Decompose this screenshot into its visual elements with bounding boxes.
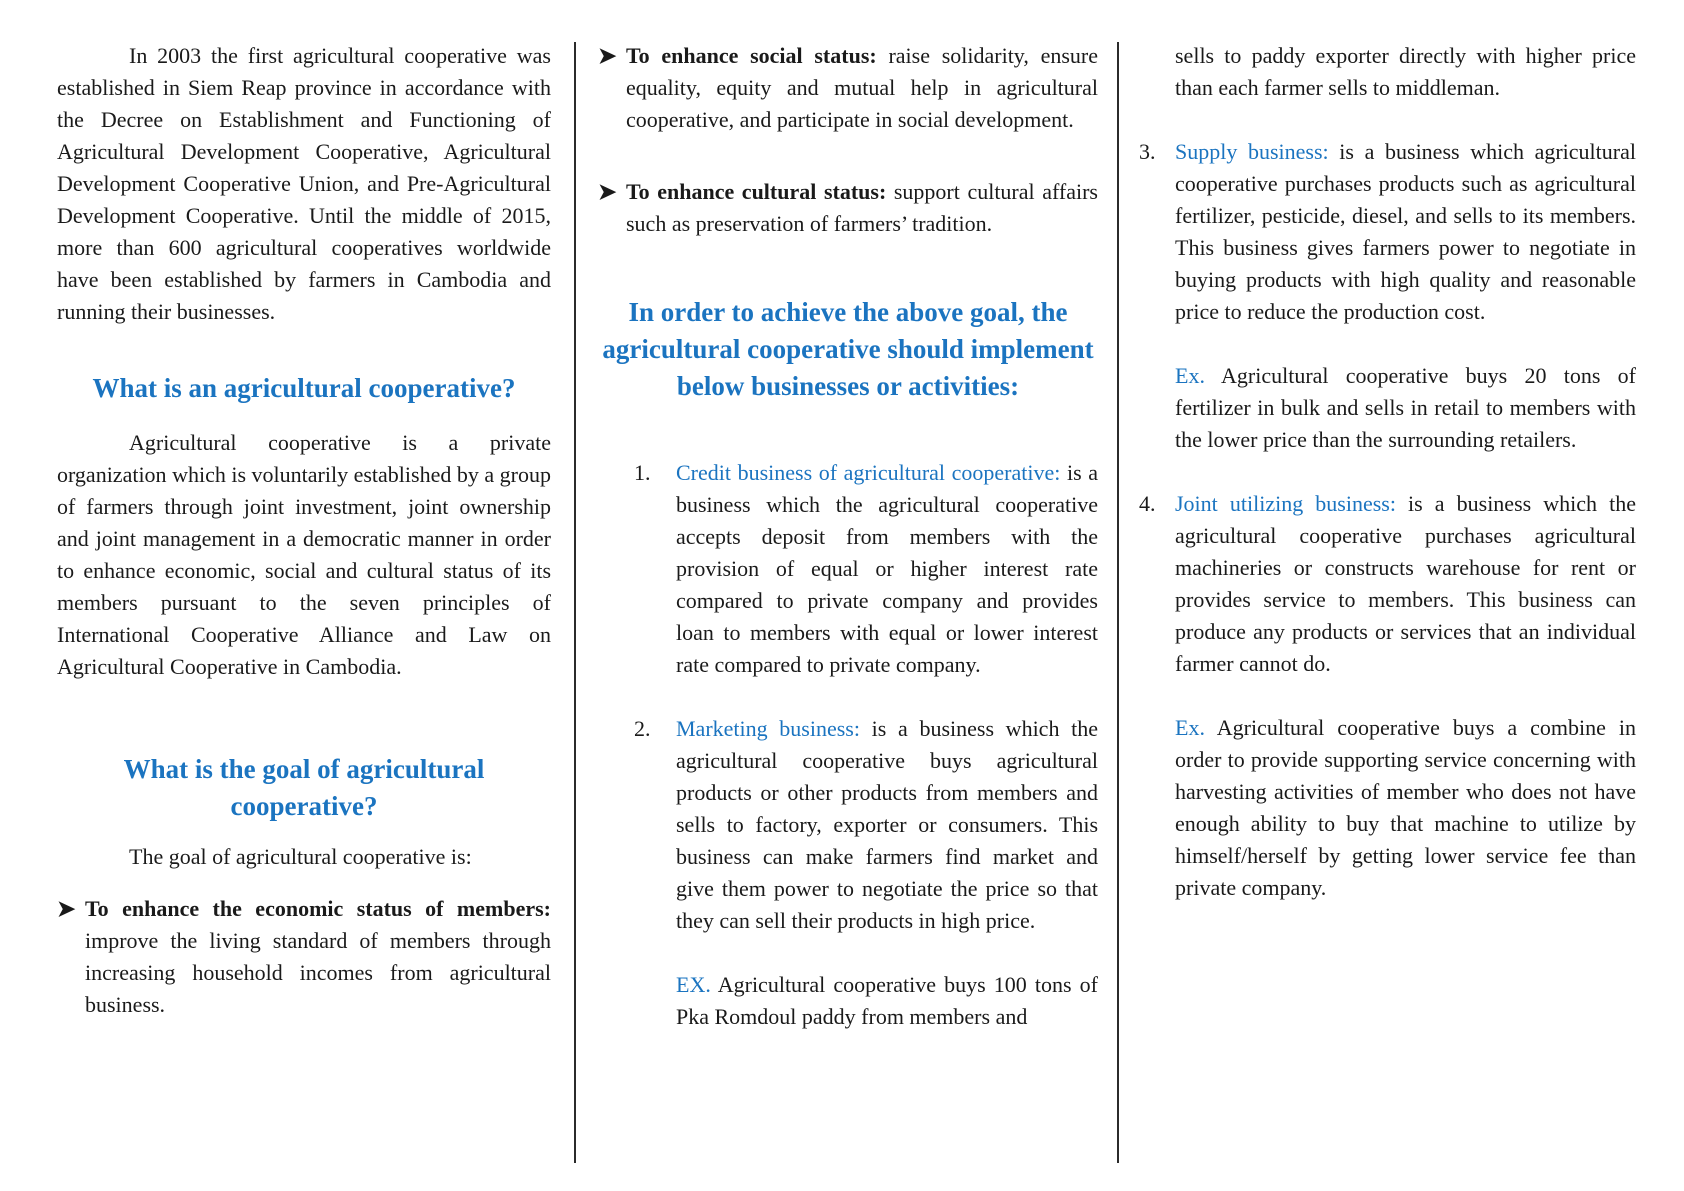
item-number: 3. [1139,139,1156,164]
item-number: 2. [634,716,651,741]
supply-example [1175,360,1636,456]
business-marketing-title: Marketing business: [676,716,860,741]
column-divider-right [1117,42,1119,1163]
item-number: 4. [1139,491,1156,516]
example-label: EX. [676,972,711,997]
goal-social-text: raise solidarity, ensure equality, equity and mutual help in agricultural cooperative, and participate in social development. [626,43,1099,132]
arrowhead-bullet-icon: ➤ [598,43,617,68]
business-joint-utilizing-title: Joint utilizing business: [1175,491,1396,516]
column-middle [598,40,1098,1033]
business-supply-text: is a business which agricultural cooperative purchases products such as agricultural fertilizer, pesticide, diesel, and sells to its members. This business gives farmers power to negotiate in buying products with high quality and reasonable price to reduce the production cost. [1175,139,1636,324]
definition-paragraph: Agricultural cooperative is a private organization which is voluntarily established by a group of farmers through joint investment, joint ownership and joint management in a democratic manner in order to enhance economic, social and cultural status of its members pursuant to the seven principles of International Cooperative Alliance and Law on Agricultural Cooperative in Cambodia. [57,430,551,679]
business-credit [634,457,1098,681]
heading-what-is: What is an agricultural cooperative? [92,373,516,403]
business-joint-utilizing [1139,488,1636,680]
heading-achieve: In order to achieve the above goal, the agricultural cooperative should implement below businesses or activities: [602,297,1094,401]
arrowhead-bullet-icon: ➤ [598,179,617,204]
example-label: Ex. [1175,363,1205,388]
business-supply-title: Supply business: [1175,139,1329,164]
goal-economic-text: improve the living standard of members through increasing household incomes from agricultural business. [85,928,551,1017]
example-text: Agricultural cooperative buys 100 tons of Pka Romdoul paddy from members and [676,972,1098,1029]
marketing-example [634,969,1098,1033]
goal-cultural [598,176,1098,240]
column-left [57,40,551,1021]
business-joint-utilizing-text: is a business which the agricultural cooperative purchases agricultural machineries or constructs warehouse for rent or provides service to members. This business can produce any products or services that an individual farmer cannot do. [1175,491,1636,676]
goal-economic-title: To enhance the economic status of members: [85,896,551,921]
business-credit-title: Credit business of agricultural cooperative: [676,460,1061,485]
arrowhead-bullet-icon: ➤ [57,896,76,921]
goal-social [598,40,1098,136]
marketing-example-continued: sells to paddy exporter directly with higher price than each farmer sells to middleman. [1175,43,1636,100]
example-label: Ex. [1175,715,1205,740]
heading-goal: What is the goal of agricultural cooperative? [123,754,485,821]
example-text: Agricultural cooperative buys a combine in order to provide supporting service concerning with harvesting activities of member who does not have enough ability to buy that machine to utilize by himself/herself by getting lower service fee than private company. [1175,715,1636,900]
goal-cultural-title: To enhance cultural status: [626,179,887,204]
business-credit-text: is a business which the agricultural cooperative accepts deposit from members with the provision of equal or higher interest rate compared to private company and provides loan to members with equal or lower interest rate compared to private company. [676,460,1098,677]
business-marketing [634,713,1098,937]
intro-paragraph: In 2003 the first agricultural cooperative was established in Siem Reap province in accordance with the Decree on Establishment and Functioning of Agricultural Development Cooperative, Agricultural Development Cooperative Union, and Pre-Agricultural Development Cooperative. Until the middle of 2015, more than 600 agricultural cooperatives worldwide have been established by farmers in Cambodia and running their businesses. [57,43,551,324]
joint-utilizing-example [1175,712,1636,904]
goal-intro: The goal of agricultural cooperative is: [129,844,472,869]
column-divider-left [574,42,576,1163]
business-marketing-text: is a business which the agricultural cooperative buys agricultural products or other products from members and sells to factory, exporter or consumers. This business can make farmers find market and give them power to negotiate the price so that they can sell their products in high price. [676,716,1098,933]
example-text: Agricultural cooperative buys 20 tons of fertilizer in bulk and sells in retail to members with the lower price than the surrounding retailers. [1175,363,1636,452]
column-right [1139,40,1636,904]
goal-cultural-text: support cultural affairs such as preservation of farmers’ tradition. [626,179,1098,236]
goal-social-title: To enhance social status: [626,43,877,68]
goal-economic [57,893,551,1021]
business-supply [1139,136,1636,328]
item-number: 1. [634,460,651,485]
